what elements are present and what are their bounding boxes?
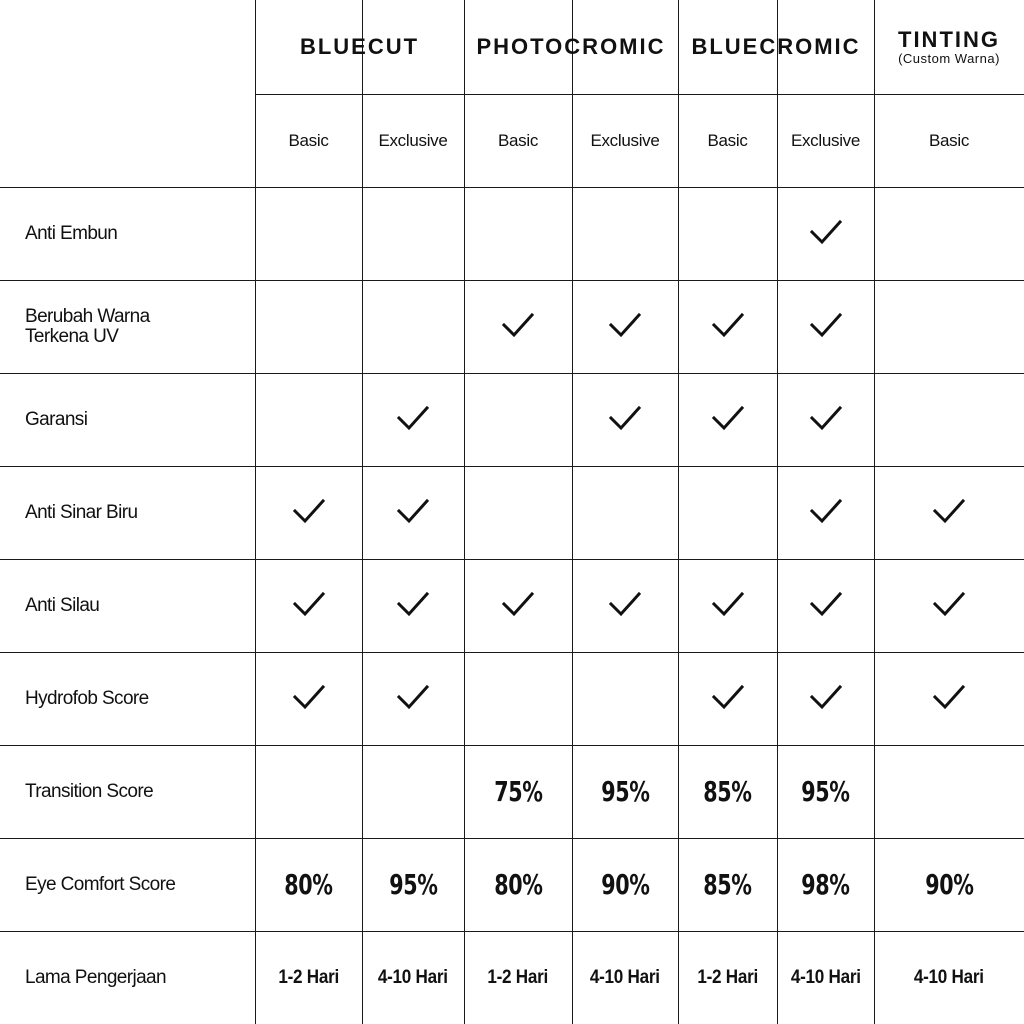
- group-header-photocromic: PHOTOCROMIC: [476, 34, 666, 59]
- checkmark-icon: [809, 586, 843, 625]
- score-value: 75%: [493, 775, 543, 808]
- table-cell: [464, 280, 572, 373]
- table-cell: [464, 838, 572, 931]
- group-subtitle: (Custom Warna): [898, 51, 1000, 66]
- checkmark-icon: [608, 586, 642, 625]
- checkmark-icon: [711, 679, 745, 718]
- checkmark-icon: [608, 307, 642, 346]
- table-cell: [874, 280, 1024, 373]
- table-cell: [362, 466, 464, 559]
- tier-header-basic: Basic: [288, 130, 329, 150]
- table-cell: [255, 838, 362, 931]
- checkmark-icon: [711, 307, 745, 346]
- table-cell: [572, 931, 678, 1024]
- table-cell: [572, 559, 678, 652]
- table-cell: [255, 280, 362, 373]
- tier-header-exclusive: Exclusive: [790, 130, 861, 150]
- table-cell: [464, 931, 572, 1024]
- row-label-berubah-warna-terkena-uv: [0, 280, 255, 373]
- table-cell: [678, 652, 777, 745]
- row-label-eye-comfort-score: [0, 838, 255, 931]
- checkmark-icon: [711, 586, 745, 625]
- table-cell: [464, 745, 572, 838]
- score-value: 95%: [600, 775, 650, 808]
- checkmark-icon: [711, 400, 745, 439]
- table-cell: [678, 838, 777, 931]
- row-label-text: Berubah Warna Terkena UV: [25, 305, 150, 347]
- table-cell: [255, 373, 362, 466]
- table-cell: [464, 187, 572, 280]
- table-cell: [464, 652, 572, 745]
- checkmark-icon: [292, 586, 326, 625]
- checkmark-icon: [608, 400, 642, 439]
- table-cell: [874, 838, 1024, 931]
- row-label-text: Anti Sinar Biru: [25, 501, 138, 523]
- score-value: 95%: [801, 775, 850, 808]
- table-cell: [255, 652, 362, 745]
- duration-value: 4-10 Hari: [378, 966, 448, 988]
- table-cell: [874, 466, 1024, 559]
- table-cell: [874, 931, 1024, 1024]
- row-label-transition-score: [0, 745, 255, 838]
- score-value: 90%: [924, 868, 974, 901]
- table-cell: [255, 466, 362, 559]
- checkmark-icon: [809, 307, 843, 346]
- table-cell: [362, 652, 464, 745]
- table-cell: [255, 931, 362, 1024]
- row-label-text: Eye Comfort Score: [25, 873, 176, 895]
- tier-header-exclusive: Exclusive: [590, 130, 660, 150]
- table-cell: [362, 559, 464, 652]
- table-cell: [874, 373, 1024, 466]
- checkmark-icon: [396, 493, 430, 532]
- table-cell: [255, 187, 362, 280]
- table-cell: [777, 745, 874, 838]
- checkmark-icon: [809, 214, 843, 253]
- table-cell: [678, 187, 777, 280]
- table-cell: [678, 559, 777, 652]
- checkmark-icon: [292, 679, 326, 718]
- table-cell: [255, 559, 362, 652]
- row-label-garansi: [0, 373, 255, 466]
- table-cell: [678, 745, 777, 838]
- row-label-hydrofob-score: [0, 652, 255, 745]
- table-cell: [572, 838, 678, 931]
- row-label-anti-silau: [0, 559, 255, 652]
- duration-value: 4-10 Hari: [590, 966, 660, 988]
- table-cell: [777, 559, 874, 652]
- table-cell: [362, 838, 464, 931]
- duration-value: 4-10 Hari: [914, 966, 984, 988]
- score-value: 95%: [388, 868, 438, 901]
- table-cell: [362, 931, 464, 1024]
- group-header-bluecromic: BLUECROMIC: [691, 34, 861, 59]
- table-cell: [362, 745, 464, 838]
- row-label-anti-embun: [0, 187, 255, 280]
- table-cell: [464, 466, 572, 559]
- score-value: 85%: [703, 775, 752, 808]
- group-header-tinting: [874, 0, 1024, 94]
- table-cell: [362, 280, 464, 373]
- checkmark-icon: [292, 493, 326, 532]
- checkmark-icon: [809, 679, 843, 718]
- checkmark-icon: [501, 586, 535, 625]
- checkmark-icon: [396, 400, 430, 439]
- table-cell: [777, 373, 874, 466]
- table-cell: [678, 931, 777, 1024]
- tier-header-basic: Basic: [497, 130, 539, 150]
- corner-cell: [0, 0, 255, 187]
- checkmark-icon: [809, 400, 843, 439]
- row-label-text: Hydrofob Score: [25, 687, 149, 709]
- checkmark-icon: [932, 493, 966, 532]
- tier-header-basic: Basic: [928, 130, 970, 150]
- score-value: 90%: [600, 868, 650, 901]
- score-value: 80%: [284, 868, 333, 901]
- tier-header-exclusive: Exclusive: [378, 130, 448, 150]
- table-cell: [777, 466, 874, 559]
- table-cell: [572, 745, 678, 838]
- checkmark-icon: [396, 586, 430, 625]
- group-title: TINTING: [898, 27, 1000, 52]
- table-cell: [362, 187, 464, 280]
- table-cell: [874, 187, 1024, 280]
- table-cell: [777, 652, 874, 745]
- table-cell: [874, 559, 1024, 652]
- checkmark-icon: [809, 493, 843, 532]
- table-cell: [255, 745, 362, 838]
- row-label-text: Transition Score: [25, 780, 154, 802]
- table-cell: [678, 373, 777, 466]
- score-value: 85%: [703, 868, 752, 901]
- duration-value: 1-2 Hari: [278, 966, 339, 988]
- tier-header-basic: Basic: [707, 130, 748, 150]
- checkmark-icon: [932, 586, 966, 625]
- table-cell: [572, 466, 678, 559]
- row-label-text: Lama Pengerjaan: [25, 966, 166, 988]
- row-label-text: Anti Silau: [25, 594, 100, 616]
- table-cell: [362, 373, 464, 466]
- table-cell: [464, 559, 572, 652]
- row-label-anti-sinar-biru: [0, 466, 255, 559]
- table-cell: [777, 931, 874, 1024]
- row-label-text: Garansi: [25, 408, 88, 430]
- table-cell: [572, 187, 678, 280]
- table-cell: [572, 652, 678, 745]
- group-header-bluecut: BLUECUT: [299, 34, 420, 59]
- table-cell: [464, 373, 572, 466]
- table-cell: [874, 652, 1024, 745]
- duration-value: 1-2 Hari: [487, 966, 549, 988]
- checkmark-icon: [932, 679, 966, 718]
- score-value: 80%: [493, 868, 543, 901]
- table-cell: [678, 466, 777, 559]
- table-cell: [572, 373, 678, 466]
- table-cell: [777, 187, 874, 280]
- checkmark-icon: [396, 679, 430, 718]
- row-label-text: Anti Embun: [25, 222, 118, 244]
- table-cell: [777, 838, 874, 931]
- checkmark-icon: [501, 307, 535, 346]
- duration-value: 4-10 Hari: [790, 966, 861, 988]
- table-cell: [678, 280, 777, 373]
- row-label-lama-pengerjaan: [0, 931, 255, 1024]
- duration-value: 1-2 Hari: [697, 966, 758, 988]
- table-cell: [572, 280, 678, 373]
- table-cell: [777, 280, 874, 373]
- score-value: 98%: [801, 868, 850, 901]
- table-cell: [874, 745, 1024, 838]
